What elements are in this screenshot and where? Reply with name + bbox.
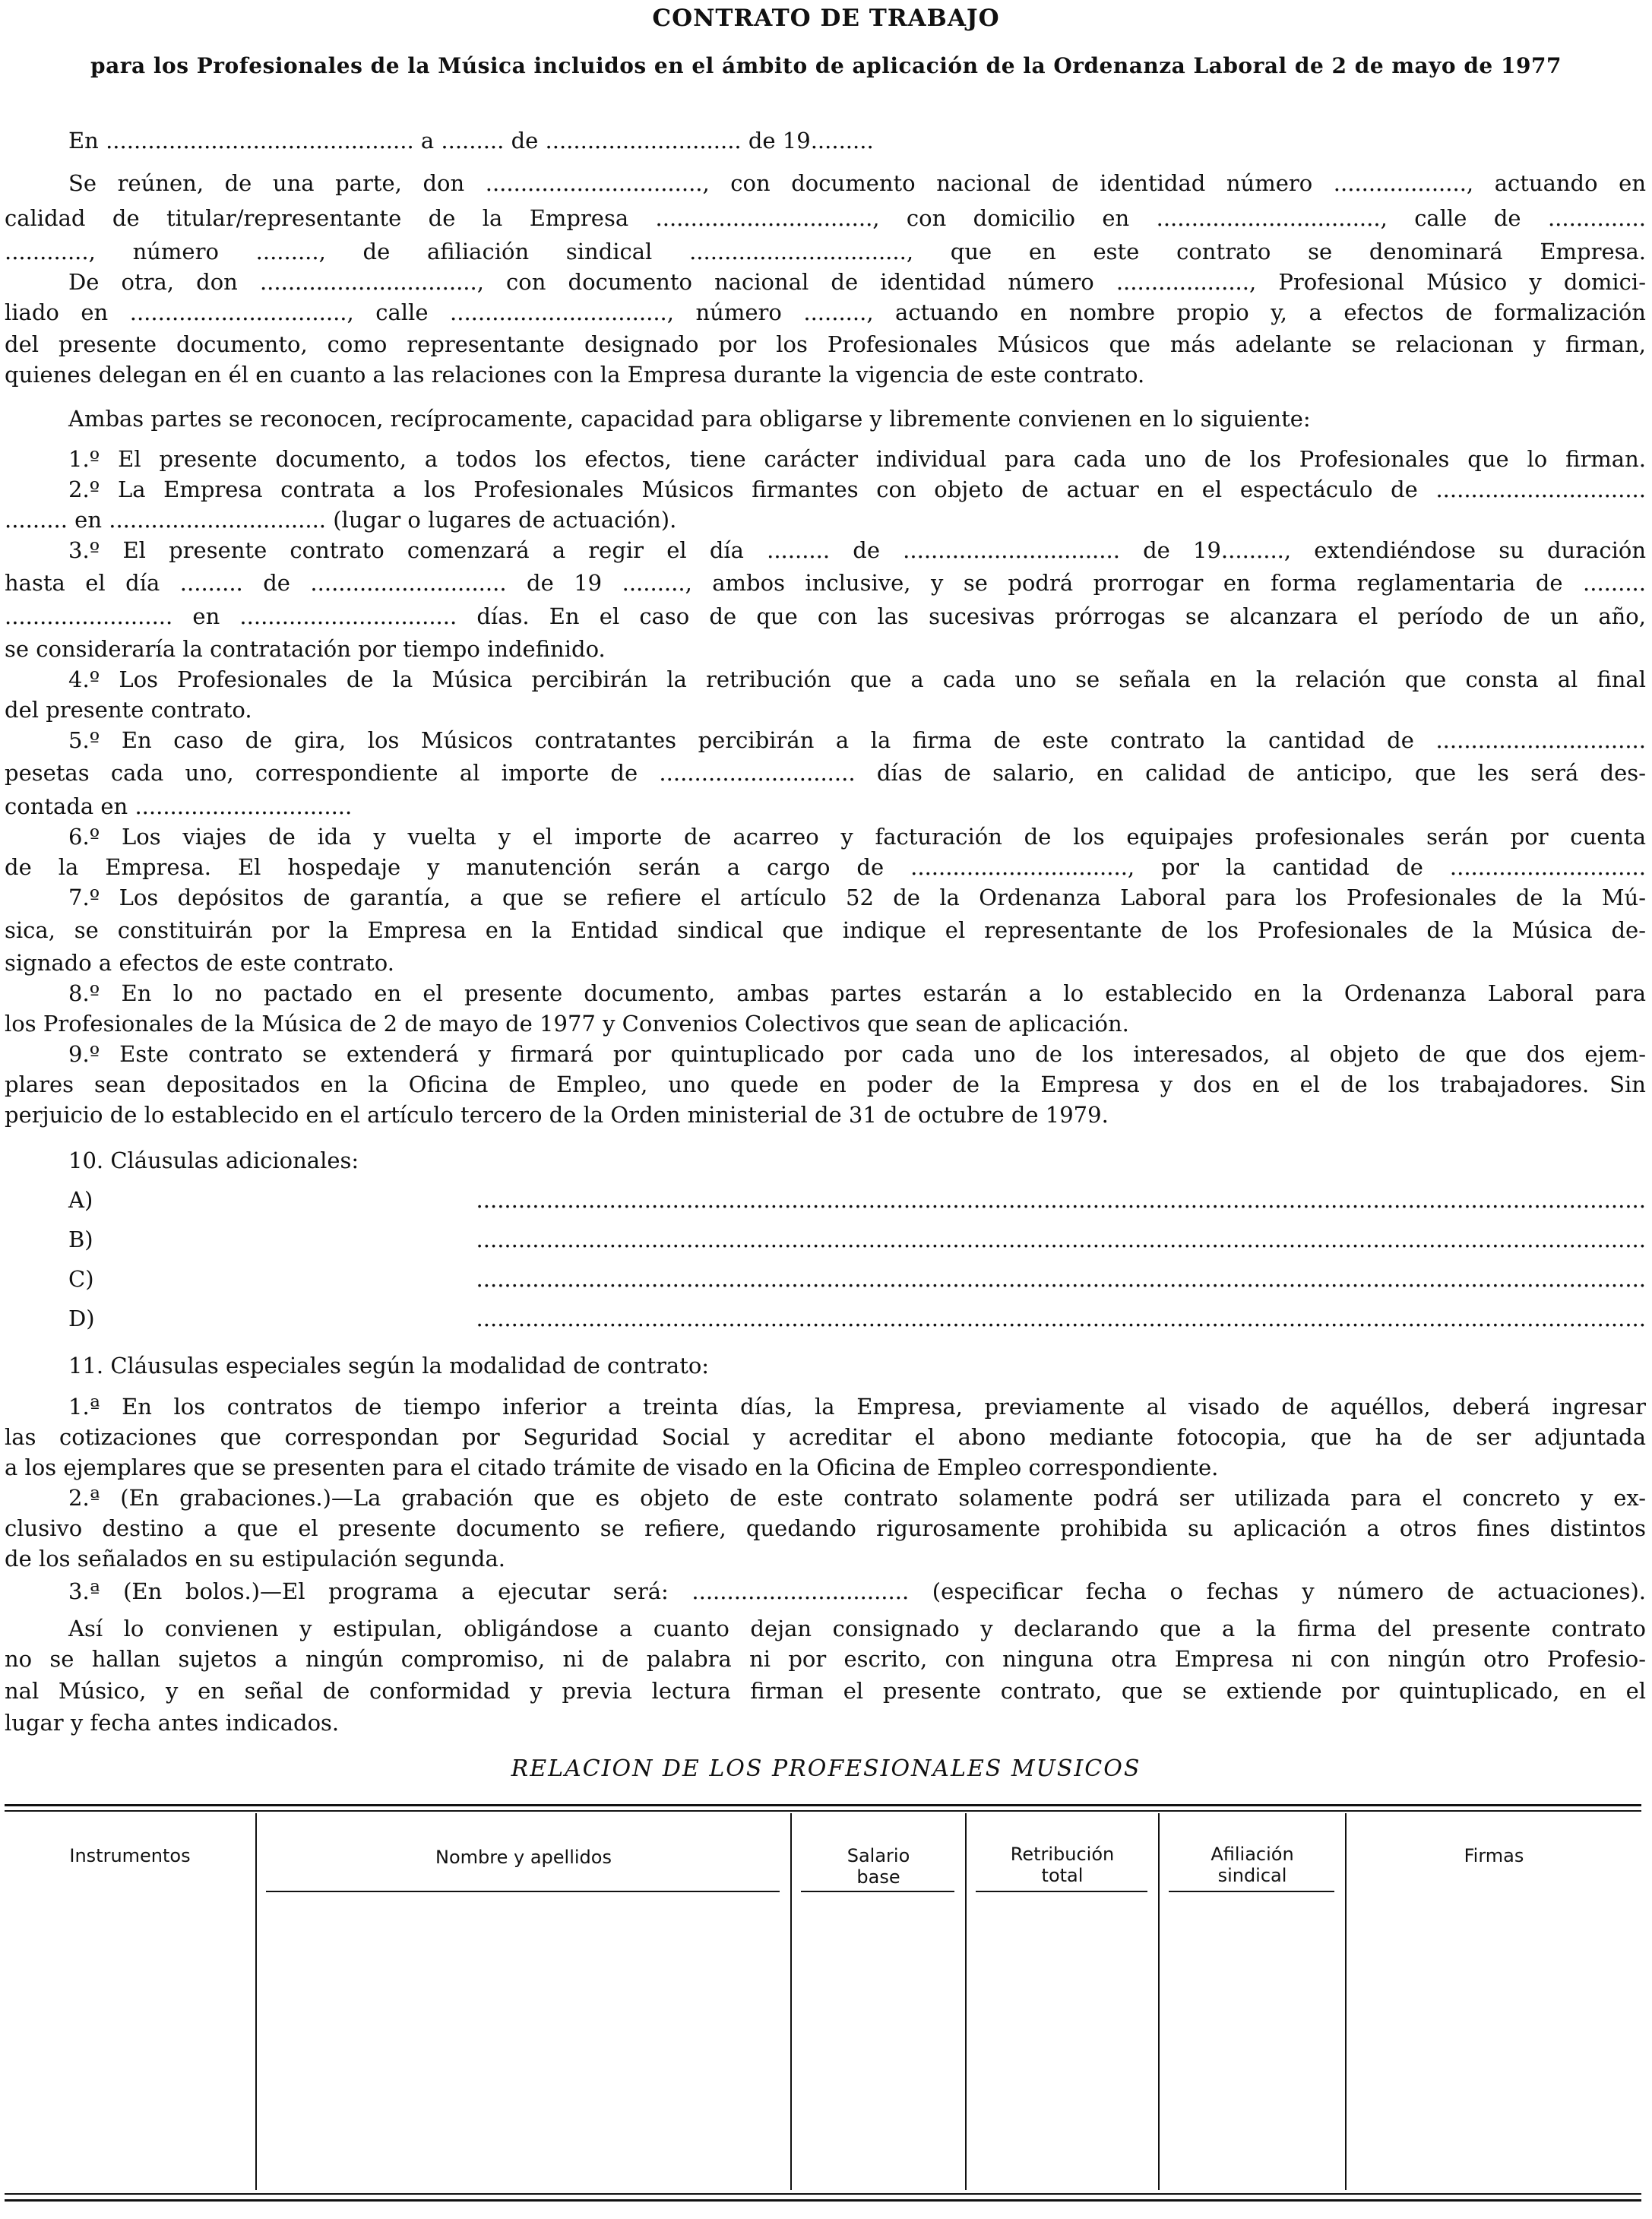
table-bottom-rule: [5, 2199, 1641, 2202]
intro-line: calidad de titular/representante de la Empresa ..............................., con domicilio en ................................, calle de ..............: [5, 205, 1646, 231]
clause-line: 3.º El presente contrato comenzará a regir el día ......... de ............................... de 19........., extendiéndose su duración: [68, 537, 1646, 563]
place-date-line: En ............................................ a ......... de ............................ de 19.........: [68, 128, 874, 154]
clause-line: ........................ en ............................... días. En el caso de que con las sucesivas prórrogas se alcanzara el período de un año,: [5, 603, 1646, 629]
closing-line: nal Músico, y en señal de conformidad y previa lectura firman el presente contrato, que se extiende por quintuplicado, en el: [5, 1678, 1646, 1704]
special-clause-line: clusivo destino a que el presente documento se refiere, quedando rigurosamente prohibida su aplicación a otros fines distintos: [5, 1515, 1646, 1541]
intro-line: De otra, don ..............................., con documento nacional de identidad número ..................., Profesional Músico y domici-: [68, 269, 1646, 295]
header-salario-line: base: [856, 1866, 900, 1888]
clause-line: de la Empresa. El hospedaje y manutención serán a cargo de ..............................., por la cantidad de ............................: [5, 854, 1646, 880]
intro-line: liado en ..............................., calle ..............................., número ........., actuando en nombre propio y, a efectos de formalización: [5, 299, 1646, 325]
clause-line: ......... en ............................... (lugar o lugares de actuación).: [5, 507, 677, 533]
special-clause-line: 1.ª En los contratos de tiempo inferior a treinta días, la Empresa, previamente al visado de aquéllos, deberá ingresar: [68, 1394, 1646, 1420]
clauses-intro: Ambas partes se reconocen, recíprocamente, capacidad para obligarse y libremente convienen en lo siguiente:: [68, 406, 1311, 432]
header-retribucion-line: Retribución: [1010, 1844, 1115, 1865]
header-firmas: Firmas: [1464, 1845, 1524, 1866]
header-instrumentos: Instrumentos: [69, 1845, 191, 1866]
clause-line: se consideraría la contratación por tiempo indefinido.: [5, 636, 606, 662]
clause-line: 9.º Este contrato se extenderá y firmará por quintuplicado por cada uno de los interesados, al objeto de que dos ejem-: [68, 1041, 1646, 1067]
clause-line: del presente contrato.: [5, 697, 252, 723]
intro-line: del presente documento, como representante designado por los Profesionales Músicos que más adelante se relacionan y firman,: [5, 331, 1646, 357]
intro-line: ............, número ........., de afiliación sindical ..............................., que en este contrato se denominará Empresa.: [5, 239, 1646, 264]
additional-clause-line: C) .......................................................................................................................................................................: [68, 1266, 1646, 1292]
header-underline: [801, 1891, 954, 1892]
header-salario-line: Salario: [847, 1845, 910, 1866]
additional-clause-line: A) .......................................................................................................................................................................: [68, 1187, 1646, 1213]
table-top-rule: [5, 1804, 1641, 1806]
clause-line: sica, se constituirán por la Empresa en la Entidad sindical que indique el representante de los Profesionales de la Música de-: [5, 917, 1646, 943]
special-clause-line: a los ejemplares que se presenten para el citado trámite de visado en la Oficina de Empleo correspondiente.: [5, 1455, 1219, 1480]
special-clause-line: 3.ª (En bolos.)—El programa a ejecutar será: ............................... (especificar fecha o fechas y número de actuaciones).: [68, 1578, 1646, 1604]
clause11-title: 11. Cláusulas especiales según la modalidad de contrato:: [68, 1353, 710, 1379]
special-clause-line: de los señalados en su estipulación segunda.: [5, 1546, 505, 1572]
header-salario: [792, 1845, 965, 1888]
table-top-rule: [5, 1810, 1641, 1812]
clause-line: 7.º Los depósitos de garantía, a que se refiere el artículo 52 de la Ordenanza Laboral para los Profesionales de la Mú-: [68, 885, 1646, 910]
closing-line: no se hallan sujetos a ningún compromiso, ni de palabra ni por escrito, con ninguna otra Empresa ni con ningún otro Profesio-: [5, 1646, 1646, 1672]
intro-line: quienes delegan en él en cuanto a las relaciones con la Empresa durante la vigencia de este contrato.: [5, 362, 1145, 388]
clause-line: 2.º La Empresa contrata a los Profesionales Músicos firmantes con objeto de actuar en el espectáculo de ..............................: [68, 476, 1646, 502]
clause-line: 1.º El presente documento, a todos los efectos, tiene carácter individual para cada uno de los Profesionales que lo firman.: [68, 446, 1646, 472]
table-title: RELACION DE LOS PROFESIONALES MUSICOS: [511, 1755, 1141, 1782]
clause-line: pesetas cada uno, correspondiente al importe de ............................ días de salario, en calidad de anticipo, que les será des-: [5, 760, 1646, 786]
additional-clause-line: D) .......................................................................................................................................................................: [68, 1306, 1646, 1331]
intro-line: Se reúnen, de una parte, don ..............................., con documento nacional de identidad número ..................., actuando en: [68, 170, 1646, 196]
clause-line: 4.º Los Profesionales de la Música percibirán la retribución que a cada uno se señala en la relación que consta al final: [68, 666, 1646, 692]
clause-line: perjuicio de lo establecido en el artículo tercero de la Orden ministerial de 31 de octubre de 1979.: [5, 1102, 1109, 1128]
clause-line: plares sean depositados en la Oficina de Empleo, uno quede en poder de la Empresa y dos en el de los trabajadores. Sin: [5, 1072, 1646, 1097]
header-underline: [266, 1891, 780, 1892]
column-divider: [255, 1813, 257, 2190]
header-retribucion: [967, 1844, 1158, 1886]
clause-line: 5.º En caso de gira, los Músicos contratantes percibirán a la firma de este contrato la cantidad de ..............................: [68, 727, 1646, 753]
header-afiliacion-line: sindical: [1217, 1865, 1287, 1886]
special-clause-line: 2.ª (En grabaciones.)—La grabación que es objeto de este contrato solamente podrá ser utilizada para el concreto y ex-: [68, 1485, 1646, 1511]
header-underline: [976, 1891, 1147, 1892]
document-subtitle: para los Profesionales de la Música incluidos en el ámbito de aplicación de la Ordenanza Laboral de 2 de mayo de 1977: [90, 53, 1562, 78]
column-divider: [1345, 1813, 1347, 2190]
clause-line: 8.º En lo no pactado en el presente documento, ambas partes estarán a lo establecido en la Ordenanza Laboral para: [68, 980, 1646, 1006]
header-afiliacion: [1160, 1844, 1345, 1886]
document-title: CONTRATO DE TRABAJO: [652, 5, 1000, 32]
clause-line: signado a efectos de este contrato.: [5, 950, 394, 976]
header-nombre: Nombre y apellidos: [435, 1847, 612, 1868]
header-retribucion-line: total: [1041, 1865, 1084, 1886]
closing-line: Así lo convienen y estipulan, obligándose a cuanto dejan consignado y declarando que a la firma del presente contrato: [68, 1616, 1646, 1641]
clause-line: 6.º Los viajes de ida y vuelta y el importe de acarreo y facturación de los equipajes profesionales serán por cuenta: [68, 824, 1646, 850]
clause10-title: 10. Cláusulas adicionales:: [68, 1147, 359, 1173]
clause-line: hasta el día ......... de ............................ de 19 ........., ambos inclusive, y se podrá prorrogar en forma reglamentaria de .........: [5, 570, 1646, 596]
special-clause-line: las cotizaciones que correspondan por Seguridad Social y acreditar el abono mediante fotocopia, que ha de ser adjuntada: [5, 1424, 1646, 1450]
closing-line: lugar y fecha antes indicados.: [5, 1710, 340, 1736]
header-afiliacion-line: Afiliación: [1211, 1844, 1294, 1865]
header-underline: [1169, 1891, 1334, 1892]
table-bottom-rule: [5, 2193, 1641, 2195]
clause-line: los Profesionales de la Música de 2 de mayo de 1977 y Convenios Colectivos que sean de aplicación.: [5, 1011, 1129, 1037]
additional-clause-line: B) .......................................................................................................................................................................: [68, 1227, 1646, 1252]
clause-line: contada en ...............................: [5, 793, 353, 819]
